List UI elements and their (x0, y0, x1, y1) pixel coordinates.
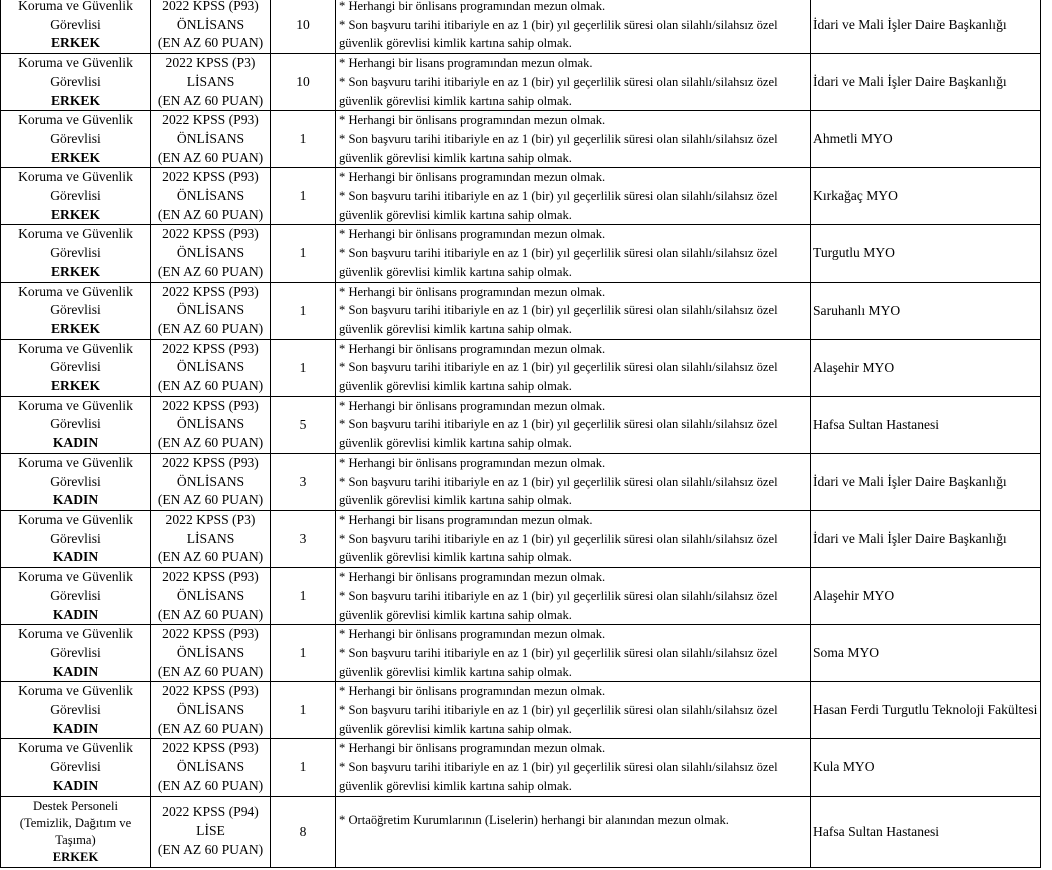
kpss-line: ÖNLİSANS (176, 587, 245, 603)
assigned-unit: Alaşehir MYO (811, 339, 1041, 396)
position-title-line: Koruma ve Güvenlik (18, 626, 133, 642)
kpss-line: 2022 KPSS (P94) (162, 804, 259, 820)
position-title-cell (1, 682, 151, 739)
kpss-line: LİSANS (186, 73, 235, 89)
kpss-line: ÖNLİSANS (176, 245, 245, 261)
kpss-line: 2022 KPSS (P93) (162, 169, 259, 185)
position-title-line: Görevlisi (50, 130, 101, 146)
position-title-line: Koruma ve Güvenlik (18, 740, 133, 756)
requirement-line: * Son başvuru tarihi itibariyle en az 1 (bir) yıl geçerlilik süresi olan silahlı/silahsız özel (339, 474, 778, 489)
qualification-requirements-cell (336, 396, 811, 453)
position-title-cell (1, 739, 151, 796)
position-title-line: Koruma ve Güvenlik (18, 683, 133, 699)
kpss-line: ÖNLİSANS (176, 644, 245, 660)
requirement-line: güvenlik görevlisi kimlik kartına sahip olmak. (339, 493, 572, 508)
qualification-requirements-cell (336, 54, 811, 111)
position-title-line: Koruma ve Güvenlik (18, 169, 133, 185)
kpss-line: (EN AZ 60 PUAN) (157, 777, 264, 793)
requirement-line: * Herhangi bir önlisans programından mezun olmak. (339, 0, 606, 13)
qualification-requirements-cell (336, 225, 811, 282)
requirement-line: * Herhangi bir önlisans programından mezun olmak. (339, 570, 606, 585)
position-title-cell (1, 453, 151, 510)
kpss-line: 2022 KPSS (P93) (162, 0, 259, 13)
requirement-line: * Herhangi bir önlisans programından mezun olmak. (339, 741, 606, 756)
assigned-unit: Kula MYO (811, 739, 1041, 796)
assigned-unit: Ahmetli MYO (811, 111, 1041, 168)
gender-label: ERKEK (50, 378, 101, 394)
requirement-line: güvenlik görevlisi kimlik kartına sahip olmak. (339, 721, 572, 736)
position-title-line: Koruma ve Güvenlik (18, 454, 133, 470)
table-row (1, 396, 1041, 453)
kpss-requirement-cell (151, 0, 271, 54)
positions-table-body (1, 0, 1041, 867)
requirement-line: güvenlik görevlisi kimlik kartına sahip olmak. (339, 93, 572, 108)
kpss-line: 2022 KPSS (P93) (162, 397, 259, 413)
gender-label: KADIN (52, 777, 99, 793)
position-title-cell (1, 510, 151, 567)
kpss-line: (EN AZ 60 PUAN) (157, 841, 264, 857)
assigned-unit: Kırkağaç MYO (811, 168, 1041, 225)
position-count: 10 (271, 0, 336, 54)
position-title-line: (Temizlik, Dağıtım ve (19, 815, 132, 830)
kpss-line: (EN AZ 60 PUAN) (157, 492, 264, 508)
kpss-line: ÖNLİSANS (176, 416, 245, 432)
gender-label: KADIN (52, 492, 99, 508)
kpss-requirement-cell (151, 453, 271, 510)
requirement-line: * Son başvuru tarihi itibariyle en az 1 (bir) yıl geçerlilik süresi olan silahlı/silahsız özel (339, 360, 778, 375)
table-row (1, 111, 1041, 168)
position-title-line: Görevlisi (50, 73, 101, 89)
position-title-line: Görevlisi (50, 416, 101, 432)
assigned-unit: İdari ve Mali İşler Daire Başkanlığı (811, 0, 1041, 54)
position-title-line: Koruma ve Güvenlik (18, 511, 133, 527)
qualification-requirements-cell (336, 111, 811, 168)
kpss-requirement-cell (151, 54, 271, 111)
requirement-line: * Son başvuru tarihi itibariyle en az 1 (bir) yıl geçerlilik süresi olan silahlı/silahsız özel (339, 588, 778, 603)
gender-label: KADIN (52, 435, 99, 451)
position-count: 1 (271, 168, 336, 225)
kpss-line: 2022 KPSS (P93) (162, 112, 259, 128)
requirement-line: * Herhangi bir önlisans programından mezun olmak. (339, 113, 606, 128)
position-count: 3 (271, 510, 336, 567)
qualification-requirements-cell (336, 168, 811, 225)
position-title-line: Koruma ve Güvenlik (18, 0, 133, 13)
position-count: 3 (271, 453, 336, 510)
position-title-line: Görevlisi (50, 359, 101, 375)
position-title-cell (1, 0, 151, 54)
kpss-line: ÖNLİSANS (176, 759, 245, 775)
kpss-line: (EN AZ 60 PUAN) (157, 606, 264, 622)
gender-label: ERKEK (50, 320, 101, 336)
position-count: 1 (271, 339, 336, 396)
qualification-requirements-cell (336, 453, 811, 510)
requirement-line: * Ortaöğretim Kurumlarının (Liselerin) herhangi bir alanından mezun olmak. (339, 812, 729, 827)
position-title-line: Destek Personeli (33, 798, 118, 813)
position-title-line: Görevlisi (50, 188, 101, 204)
position-title-cell (1, 225, 151, 282)
position-title-line: Görevlisi (50, 587, 101, 603)
kpss-line: (EN AZ 60 PUAN) (157, 92, 264, 108)
position-title-line: Görevlisi (50, 302, 101, 318)
position-title-line: Koruma ve Güvenlik (18, 397, 133, 413)
kpss-line: LİSANS (186, 530, 235, 546)
assigned-unit: İdari ve Mali İşler Daire Başkanlığı (811, 453, 1041, 510)
kpss-line: ÖNLİSANS (176, 16, 245, 32)
kpss-line: (EN AZ 60 PUAN) (157, 549, 264, 565)
requirement-line: * Son başvuru tarihi itibariyle en az 1 (bir) yıl geçerlilik süresi olan silahlı/silahsız özel (339, 74, 778, 89)
kpss-line: (EN AZ 60 PUAN) (157, 720, 264, 736)
requirement-line: * Herhangi bir lisans programından mezun olmak. (339, 56, 593, 71)
kpss-line: 2022 KPSS (P93) (162, 740, 259, 756)
kpss-requirement-cell (151, 568, 271, 625)
qualification-requirements-cell (336, 0, 811, 54)
position-count: 10 (271, 54, 336, 111)
kpss-line: (EN AZ 60 PUAN) (157, 149, 264, 165)
position-count: 5 (271, 396, 336, 453)
requirement-line: * Son başvuru tarihi itibariyle en az 1 (bir) yıl geçerlilik süresi olan silahlı/silahsız özel (339, 17, 778, 32)
position-count: 8 (271, 796, 336, 867)
requirement-line: güvenlik görevlisi kimlik kartına sahip olmak. (339, 664, 572, 679)
requirement-line: güvenlik görevlisi kimlik kartına sahip olmak. (339, 150, 572, 165)
requirement-line: güvenlik görevlisi kimlik kartına sahip olmak. (339, 550, 572, 565)
assigned-unit: Alaşehir MYO (811, 568, 1041, 625)
position-title-cell (1, 568, 151, 625)
assigned-unit: İdari ve Mali İşler Daire Başkanlığı (811, 54, 1041, 111)
requirement-line: güvenlik görevlisi kimlik kartına sahip olmak. (339, 207, 572, 222)
requirement-line: * Son başvuru tarihi itibariyle en az 1 (bir) yıl geçerlilik süresi olan silahlı/silahsız özel (339, 645, 778, 660)
assigned-unit: Saruhanlı MYO (811, 282, 1041, 339)
gender-label: KADIN (52, 606, 99, 622)
requirement-line: * Son başvuru tarihi itibariyle en az 1 (bir) yıl geçerlilik süresi olan silahlı/silahsız özel (339, 760, 778, 775)
position-title-line: Koruma ve Güvenlik (18, 569, 133, 585)
assigned-unit: Hasan Ferdi Turgutlu Teknoloji Fakültesi (811, 682, 1041, 739)
kpss-line: (EN AZ 60 PUAN) (157, 206, 264, 222)
table-row (1, 568, 1041, 625)
requirement-line: * Son başvuru tarihi itibariyle en az 1 (bir) yıl geçerlilik süresi olan silahlı/silahsız özel (339, 131, 778, 146)
position-title-cell (1, 625, 151, 682)
kpss-requirement-cell (151, 682, 271, 739)
requirement-line: * Herhangi bir önlisans programından mezun olmak. (339, 341, 606, 356)
qualification-requirements-cell (336, 339, 811, 396)
position-count: 1 (271, 682, 336, 739)
kpss-requirement-cell (151, 739, 271, 796)
position-title-line: Taşıma) (55, 832, 96, 847)
table-row (1, 796, 1041, 867)
position-title-cell (1, 396, 151, 453)
requirement-line: güvenlik görevlisi kimlik kartına sahip olmak. (339, 607, 572, 622)
requirement-line: * Herhangi bir önlisans programından mezun olmak. (339, 227, 606, 242)
position-count: 1 (271, 568, 336, 625)
kpss-line: (EN AZ 60 PUAN) (157, 435, 264, 451)
qualification-requirements-cell (336, 796, 811, 867)
kpss-line: 2022 KPSS (P93) (162, 340, 259, 356)
kpss-line: 2022 KPSS (P93) (162, 626, 259, 642)
position-title-line: Koruma ve Güvenlik (18, 283, 133, 299)
requirement-line: * Son başvuru tarihi itibariyle en az 1 (bir) yıl geçerlilik süresi olan silahlı/silahsız özel (339, 303, 778, 318)
kpss-line: 2022 KPSS (P93) (162, 283, 259, 299)
gender-label: KADIN (52, 549, 99, 565)
requirement-line: güvenlik görevlisi kimlik kartına sahip olmak. (339, 36, 572, 51)
position-title-cell (1, 111, 151, 168)
requirement-line: * Herhangi bir önlisans programından mezun olmak. (339, 627, 606, 642)
position-title-line: Görevlisi (50, 473, 101, 489)
kpss-line: 2022 KPSS (P93) (162, 454, 259, 470)
kpss-line: 2022 KPSS (P93) (162, 569, 259, 585)
requirement-line: güvenlik görevlisi kimlik kartına sahip olmak. (339, 264, 572, 279)
position-title-line: Koruma ve Güvenlik (18, 112, 133, 128)
kpss-requirement-cell (151, 396, 271, 453)
kpss-line: 2022 KPSS (P93) (162, 683, 259, 699)
gender-label: ERKEK (50, 149, 101, 165)
assigned-unit: Hafsa Sultan Hastanesi (811, 796, 1041, 867)
kpss-requirement-cell (151, 168, 271, 225)
table-row (1, 54, 1041, 111)
gender-label: ERKEK (50, 206, 101, 222)
kpss-requirement-cell (151, 282, 271, 339)
qualification-requirements-cell (336, 568, 811, 625)
position-title-cell (1, 168, 151, 225)
requirement-line: * Son başvuru tarihi itibariyle en az 1 (bir) yıl geçerlilik süresi olan silahlı/silahsız özel (339, 531, 778, 546)
requirement-line: * Son başvuru tarihi itibariyle en az 1 (bir) yıl geçerlilik süresi olan silahlı/silahsız özel (339, 189, 778, 204)
position-title-cell (1, 339, 151, 396)
table-row (1, 453, 1041, 510)
position-count: 1 (271, 625, 336, 682)
kpss-line: 2022 KPSS (P3) (165, 55, 256, 71)
position-count: 1 (271, 282, 336, 339)
position-title-line: Görevlisi (50, 644, 101, 660)
gender-label: ERKEK (50, 263, 101, 279)
position-title-line: Görevlisi (50, 530, 101, 546)
kpss-requirement-cell (151, 625, 271, 682)
kpss-line: ÖNLİSANS (176, 359, 245, 375)
kpss-requirement-cell (151, 111, 271, 168)
requirement-line: güvenlik görevlisi kimlik kartına sahip olmak. (339, 379, 572, 394)
table-row (1, 682, 1041, 739)
kpss-line: (EN AZ 60 PUAN) (157, 263, 264, 279)
kpss-line: ÖNLİSANS (176, 188, 245, 204)
kpss-line: LİSE (196, 823, 225, 839)
position-count: 1 (271, 225, 336, 282)
kpss-requirement-cell (151, 339, 271, 396)
kpss-line: ÖNLİSANS (176, 130, 245, 146)
gender-label: ERKEK (52, 849, 99, 864)
kpss-line: ÖNLİSANS (176, 473, 245, 489)
table-row (1, 739, 1041, 796)
qualification-requirements-cell (336, 625, 811, 682)
kpss-line: 2022 KPSS (P93) (162, 226, 259, 242)
requirement-line: * Herhangi bir önlisans programından mezun olmak. (339, 170, 606, 185)
kpss-line: (EN AZ 60 PUAN) (157, 663, 264, 679)
position-title-cell (1, 282, 151, 339)
requirement-line: * Son başvuru tarihi itibariyle en az 1 (bir) yıl geçerlilik süresi olan silahlı/silahsız özel (339, 417, 778, 432)
qualification-requirements-cell (336, 682, 811, 739)
kpss-requirement-cell (151, 510, 271, 567)
position-title-line: Görevlisi (50, 759, 101, 775)
requirement-line: * Herhangi bir önlisans programından mezun olmak. (339, 455, 606, 470)
requirement-line: güvenlik görevlisi kimlik kartına sahip olmak. (339, 778, 572, 793)
gender-label: ERKEK (50, 92, 101, 108)
position-title-line: Koruma ve Güvenlik (18, 226, 133, 242)
kpss-line: (EN AZ 60 PUAN) (157, 320, 264, 336)
requirement-line: güvenlik görevlisi kimlik kartına sahip olmak. (339, 321, 572, 336)
kpss-line: (EN AZ 60 PUAN) (157, 35, 264, 51)
gender-label: KADIN (52, 663, 99, 679)
table-row (1, 339, 1041, 396)
requirement-line: * Son başvuru tarihi itibariyle en az 1 (bir) yıl geçerlilik süresi olan silahlı/silahsız özel (339, 246, 778, 261)
gender-label: ERKEK (50, 35, 101, 51)
requirement-line: * Herhangi bir önlisans programından mezun olmak. (339, 284, 606, 299)
position-title-line: Koruma ve Güvenlik (18, 340, 133, 356)
qualification-requirements-cell (336, 739, 811, 796)
kpss-requirement-cell (151, 225, 271, 282)
position-count: 1 (271, 111, 336, 168)
assigned-unit: Turgutlu MYO (811, 225, 1041, 282)
position-title-line: Görevlisi (50, 16, 101, 32)
requirement-line: güvenlik görevlisi kimlik kartına sahip olmak. (339, 436, 572, 451)
kpss-line: ÖNLİSANS (176, 702, 245, 718)
position-title-line: Görevlisi (50, 245, 101, 261)
qualification-requirements-cell (336, 510, 811, 567)
kpss-line: (EN AZ 60 PUAN) (157, 378, 264, 394)
requirement-line: * Son başvuru tarihi itibariyle en az 1 (bir) yıl geçerlilik süresi olan silahlı/silahsız özel (339, 703, 778, 718)
qualification-requirements-cell (336, 282, 811, 339)
requirement-line: * Herhangi bir önlisans programından mezun olmak. (339, 398, 606, 413)
position-title-cell (1, 796, 151, 867)
requirement-line: * Herhangi bir önlisans programından mezun olmak. (339, 684, 606, 699)
kpss-requirement-cell (151, 796, 271, 867)
table-row (1, 625, 1041, 682)
kpss-line: ÖNLİSANS (176, 302, 245, 318)
kpss-line: 2022 KPSS (P3) (165, 511, 256, 527)
position-title-line: Koruma ve Güvenlik (18, 55, 133, 71)
assigned-unit: Hafsa Sultan Hastanesi (811, 396, 1041, 453)
assigned-unit: İdari ve Mali İşler Daire Başkanlığı (811, 510, 1041, 567)
table-row (1, 510, 1041, 567)
requirement-line: * Herhangi bir lisans programından mezun olmak. (339, 512, 593, 527)
gender-label: KADIN (52, 720, 99, 736)
position-title-cell (1, 54, 151, 111)
table-row (1, 168, 1041, 225)
position-count: 1 (271, 739, 336, 796)
table-row (1, 225, 1041, 282)
assigned-unit: Soma MYO (811, 625, 1041, 682)
position-title-line: Görevlisi (50, 702, 101, 718)
table-row (1, 0, 1041, 54)
table-row (1, 282, 1041, 339)
